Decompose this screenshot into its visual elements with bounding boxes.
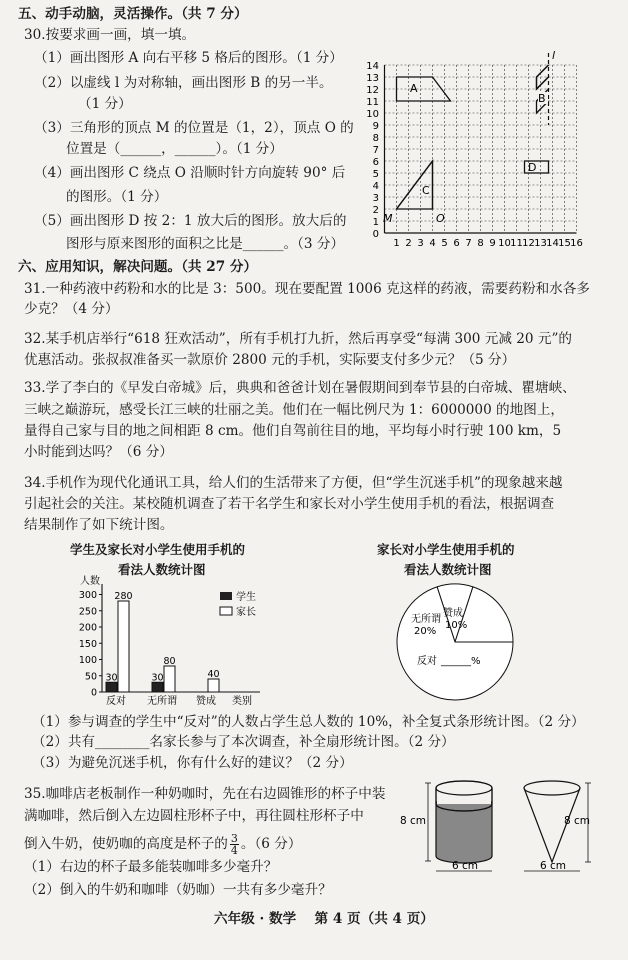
- grid-y-tick-11: 11: [366, 97, 379, 108]
- bar-y-tick-200: 200: [78, 622, 97, 634]
- section-5-title: 五、动手动脑，灵活操作。（共 7 分）: [18, 6, 248, 22]
- cylinder-height-label: 8 cm: [400, 815, 427, 827]
- q35-line-2: 满咖啡，然后倒入左边圆柱形杯子中，再往圆柱形杯子中: [24, 808, 364, 824]
- q34-line-2: 引起社会的关注。某校随机调查了若干名学生和家长对小学生使用手机的看法，根据调查: [24, 496, 555, 512]
- pie-label-indifferent: 无所谓: [411, 614, 441, 625]
- grid-y-tick-0: 0: [372, 229, 379, 240]
- pie-value-indifferent: 20%: [414, 626, 437, 637]
- q34-line-1: 34.手机作为现代化通讯工具，给人们的生活带来了方便，但“学生沉迷手机”的现象越来越: [24, 475, 563, 491]
- legend-student-label: 学生: [236, 592, 256, 603]
- pie-chart: [395, 578, 515, 708]
- q35-line-3: [24, 833, 301, 856]
- q35-line-3-text: 倒入牛奶，使奶咖的高度是杯子的: [24, 836, 228, 852]
- grid-x-tick-3: 3: [417, 238, 424, 249]
- bar-student-1: [152, 682, 163, 692]
- bar-chart-xlabel: 类别: [232, 696, 252, 707]
- coordinate-grid: [366, 44, 628, 256]
- q30-item-3-blank: 位置是（______，______）。（1 分）: [66, 141, 283, 157]
- q30-item-5-cont: 图形与原来图形的面积之比是______。（3 分）: [66, 236, 345, 252]
- grid-x-tick-11: 11: [510, 238, 523, 249]
- bar-chart-subtitle: 看法人数统计图: [118, 562, 206, 577]
- cylinder-diameter-label: 6 cm: [452, 860, 479, 872]
- cups-figure: [400, 776, 606, 876]
- bar-y-tick-300: 300: [78, 590, 97, 601]
- grid-y-tick-5: 5: [372, 169, 379, 180]
- cylinder-cup: [436, 781, 492, 863]
- grid-x-tick-1: 1: [393, 238, 400, 249]
- q32-line-2: 优惠活动。张叔叔准备买一款原价 2800 元的手机，实际要支付多少元？（5 分）: [24, 352, 516, 368]
- grid-y-tick-3: 3: [372, 193, 379, 204]
- q31-line-2: 少克？（4 分）: [24, 301, 119, 317]
- grid-y-tick-14: 14: [366, 61, 379, 72]
- pie-chart-title: 家长对小学生使用手机的: [377, 542, 515, 557]
- grid-x-tick-9: 9: [489, 238, 496, 249]
- q33-line-1: 33.学了李白的《早发白帝城》后，典典和爸爸计划在暑假期间到奉节县的白帝城、瞿塘峡、: [24, 380, 576, 396]
- fraction-denominator: 4: [230, 844, 238, 857]
- grid-y-tick-2: 2: [372, 205, 379, 216]
- q34-item-2: （2）共有________名家长参与了本次调查，补全扇形统计图。（2 分）: [32, 734, 455, 750]
- pie-label-oppose: 反对: [417, 656, 437, 667]
- cone-diameter-label: 6 cm: [540, 860, 567, 872]
- bar-chart-title: 学生及家长对小学生使用手机的: [70, 542, 246, 557]
- fraction-numerator: 3: [230, 832, 238, 845]
- grid-x-tick-2: 2: [405, 238, 412, 249]
- q33-line-4: 小时能到达吗？（6 分）: [24, 444, 173, 460]
- bar-y-tick-100: 100: [78, 655, 97, 666]
- bar-parent-2: [208, 679, 219, 692]
- q30-item-3: （3）三角形的顶点 M 的位置是（1，2），顶点 O 的: [34, 120, 354, 136]
- q32-line-1: 32.某手机店举行“618 狂欢活动”，所有手机打九折，然后再享受“每满 300 元减 20 元”的: [24, 331, 573, 347]
- q30-stem: 30.按要求画一画，填一填。: [24, 27, 196, 43]
- bar-parent-0: [118, 601, 129, 692]
- bar-x-label-1: 无所谓: [147, 696, 177, 707]
- fraction: [230, 833, 239, 856]
- grid-y-tick-4: 4: [372, 181, 379, 192]
- grid-x-tick-7: 7: [465, 238, 472, 249]
- q33-line-3: 量得自己家与目的地之间相距 8 cm。他们自驾前往目的地，平均每小时行驶 100 km，5: [24, 423, 562, 439]
- q31-line-1: 31.一种药液中药粉和水的比是 3：500。现在要配置 1006 克这样的药液，需要药粉和水各多: [24, 281, 590, 297]
- bar-chart: [60, 574, 290, 710]
- pie-value-approve: 10%: [445, 620, 468, 631]
- shape-c-label: C: [422, 184, 430, 197]
- bar-y-tick-50: 50: [84, 671, 97, 683]
- bar-parent-1: [164, 666, 175, 692]
- point-m-label: M: [383, 212, 393, 225]
- page-footer: 六年级 · 数学 第 4 页（共 4 页）: [214, 911, 434, 927]
- bar-student-0: [106, 682, 117, 692]
- q30-item-4-cont: 的图形。（1 分）: [66, 189, 168, 205]
- bar-value-label: 80: [163, 656, 176, 667]
- bar-y-tick-250: 250: [78, 606, 97, 618]
- grid-x-tick-14: 14: [546, 238, 559, 249]
- bar-x-label-0: 反对: [106, 696, 126, 707]
- grid-y-tick-12: 12: [366, 85, 379, 96]
- q35-line-3-score: 。（6 分）: [240, 836, 302, 852]
- bar-y-tick-0: 0: [90, 687, 97, 699]
- grid-x-tick-13: 13: [534, 238, 547, 249]
- grid-x-tick-5: 5: [441, 238, 448, 249]
- bar-value-label: 280: [114, 591, 133, 602]
- grid-y-tick-10: 10: [366, 109, 379, 120]
- section-6-title: 六、应用知识，解决问题。（共 27 分）: [18, 259, 258, 275]
- grid-y-tick-13: 13: [366, 73, 379, 84]
- legend-parent-label: 家长: [236, 607, 256, 618]
- q35-line-1: 35.咖啡店老板制作一种奶咖时，先在右边圆锥形的杯子中装: [24, 786, 386, 802]
- q30-item-2-score: （1 分）: [78, 96, 132, 112]
- q34-item-3: （3）为避免沉迷手机，你有什么好的建议？（2 分）: [32, 755, 353, 771]
- pie-value-oppose: ______%: [441, 656, 481, 667]
- grid-y-tick-6: 6: [372, 157, 379, 168]
- q30-item-2: （2）以虚线 l 为对称轴，画出图形 B 的另一半。: [34, 75, 333, 91]
- grid-y-tick-1: 1: [372, 217, 379, 228]
- pie-chart-subtitle: 看法人数统计图: [404, 562, 492, 577]
- q30-item-5: （5）画出图形 D 按 2：1 放大后的图形。放大后的: [34, 213, 347, 229]
- q34-item-1: （1）参与调查的学生中“反对”的人数占学生总人数的 10%，补全复式条形统计图。（2 分）: [32, 714, 585, 730]
- grid-x-tick-16: 16: [570, 238, 583, 249]
- grid-y-tick-8: 8: [372, 133, 379, 144]
- grid-x-tick-15: 15: [558, 238, 571, 249]
- grid-y-tick-7: 7: [372, 145, 379, 156]
- shape-d-label: D: [528, 161, 537, 174]
- bar-value-label: 40: [207, 669, 220, 680]
- grid-y-tick-9: 9: [372, 121, 379, 132]
- q34-line-3: 结果制作了如下统计图。: [24, 517, 174, 533]
- q35-item-2: （2）倒入的牛奶和咖啡（奶咖）一共有多少毫升？: [24, 882, 332, 898]
- grid-x-tick-10: 10: [498, 238, 511, 249]
- grid-x-tick-12: 12: [522, 238, 535, 249]
- shape-b-label: B: [538, 92, 546, 105]
- legend-parent-swatch: [220, 607, 232, 615]
- point-o-label: O: [436, 212, 445, 225]
- bar-value-label: 30: [105, 672, 118, 684]
- grid-x-tick-4: 4: [429, 238, 436, 249]
- pie-label-approve: 赞成: [443, 608, 463, 619]
- q35-item-1: （1）右边的杯子最多能装咖啡多少毫升？: [24, 859, 278, 875]
- bar-value-label: 30: [151, 672, 164, 684]
- q30-item-1: （1）画出图形 A 向右平移 5 格后的图形。（1 分）: [34, 50, 343, 66]
- legend-student-swatch: [220, 592, 232, 600]
- bar-y-tick-150: 150: [78, 638, 97, 650]
- line-l-label: l: [552, 49, 556, 62]
- shape-a-label: A: [410, 82, 418, 95]
- cone-height-label: 8 cm: [564, 815, 591, 827]
- grid-x-tick-8: 8: [477, 238, 484, 249]
- bar-x-label-2: 赞成: [196, 696, 216, 707]
- q33-line-2: 三峡之巅游玩，感受长江三峡的壮丽之美。他们在一幅比例尺为 1：6000000 的地图上，: [24, 402, 565, 418]
- grid-x-tick-6: 6: [453, 238, 460, 249]
- q30-item-4: （4）画出图形 C 绕点 O 沿顺时针方向旋转 90° 后: [34, 165, 346, 181]
- bar-chart-ylabel: 人数: [80, 576, 100, 587]
